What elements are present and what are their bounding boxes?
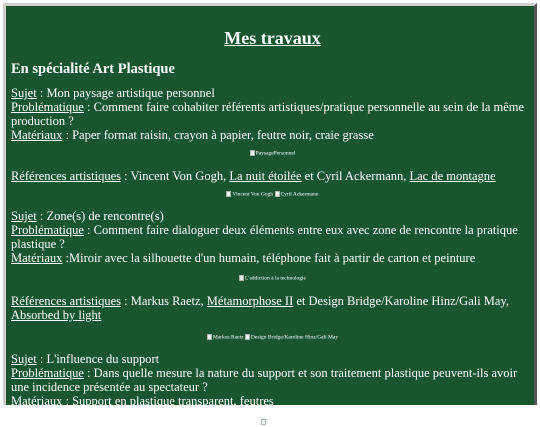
work-2-problematique-line [11, 223, 534, 251]
section-title: En spécialité Art Plastique [11, 61, 175, 77]
work-3-materiaux-line [11, 394, 534, 408]
work-2-image-alt: L'addiction à la technologie [244, 275, 306, 282]
separator: : [36, 208, 47, 223]
broken-image-icon [261, 419, 266, 425]
separator: : [62, 250, 69, 265]
work-2-problematique: Comment faire dialoguer deux éléments entre eux avec zone de rencontre la pratique plastique ? [11, 222, 518, 251]
references-label: Références artistiques [11, 293, 122, 308]
work-2-refs-mid: et Design Bridge/Karoline Hinz/Gali May, [293, 293, 510, 308]
ref-image-von-gogh[interactable] [226, 191, 273, 198]
materiaux-label: Matériaux [11, 250, 63, 265]
separator: : [83, 365, 94, 380]
work-2-image-row [11, 275, 534, 283]
work-3-problematique-line [11, 366, 534, 394]
ref-image-design-bridge[interactable] [245, 334, 338, 341]
work-2-references [11, 294, 534, 322]
separator: : [83, 100, 94, 114]
work-1-materiaux-line [11, 128, 534, 142]
separator: : [36, 351, 47, 366]
separator: : [36, 86, 47, 100]
broken-image-icon [275, 191, 280, 197]
work-1-image[interactable] [250, 150, 296, 157]
separator: : [121, 293, 131, 308]
ref-image-raetz-alt: Markus Raetz [212, 333, 244, 340]
page-frame [3, 3, 537, 425]
work-2-materiaux-line [11, 251, 534, 265]
work-3-image[interactable] [261, 419, 284, 426]
work-3-image-row [11, 419, 534, 427]
ref-image-ackermann-alt: Cyril Ackermann [280, 191, 319, 198]
work-2-details [11, 209, 534, 265]
work-2-materiaux: Miroir avec la silhouette d'un humain, téléphone fait à partir de carton et peinture [68, 250, 476, 265]
work-3-sujet-line [11, 352, 534, 366]
materiaux-label: Matériaux [11, 128, 63, 142]
work-3-details [11, 352, 534, 408]
work-2-sujet-line [11, 209, 534, 223]
sujet-label: Sujet [11, 351, 37, 366]
sujet-label: Sujet [11, 86, 37, 100]
link-absorbed-by-light[interactable]: Absorbed by light [11, 307, 102, 322]
ref-image-raetz[interactable] [207, 334, 244, 341]
separator: : [83, 222, 94, 237]
broken-image-icon [239, 275, 244, 281]
problematique-label: Problématique [11, 100, 84, 114]
ref-image-design-bridge-alt: Design Bridge/Karoline Hinz/Gali May [250, 333, 339, 340]
separator: : [62, 128, 73, 142]
page-content [6, 27, 534, 427]
ref-image-von-gogh-alt: Vincent Von Gogh [232, 191, 274, 198]
problematique-label: Problématique [11, 365, 84, 380]
work-1-references [11, 169, 534, 183]
work-1-problematique-line [11, 100, 534, 128]
work-2-refs-prefix: Markus Raetz, [130, 293, 207, 308]
page-title: Mes travaux [224, 28, 321, 48]
work-1-details [11, 86, 534, 142]
broken-image-icon [245, 334, 250, 340]
work-1-materiaux: Paper format raisin, crayon à papier, feutre noir, craie grasse [72, 128, 374, 142]
work-3-sujet: L'influence du support [46, 351, 160, 366]
work-1-problematique: Comment faire cohabiter référents artistiques/pratique personnelle au sein de la même production ? [11, 100, 525, 128]
ref-image-ackermann[interactable] [275, 191, 319, 198]
link-lac-de-montagne[interactable]: Lac de montagne [409, 168, 496, 183]
work-3-image-alt: Support [266, 418, 285, 425]
work-2-sujet: Zone(s) de rencontre(s) [46, 208, 164, 223]
broken-image-icon [207, 334, 212, 340]
references-label: Références artistiques [11, 168, 122, 183]
materiaux-label: Matériaux [11, 393, 63, 408]
work-3-problematique: Dans quelle mesure la nature du support et son traitement plastique peuvent-ils avoir une incidence présentée au spectateur ? [11, 365, 518, 394]
work-1-image-alt: PaysagePersonnel [255, 150, 296, 157]
work-2-image[interactable] [239, 275, 306, 282]
sujet-label: Sujet [11, 208, 37, 223]
separator: : [121, 168, 131, 183]
work-1-image-row [11, 150, 534, 158]
problematique-label: Problématique [11, 222, 84, 237]
work-1-refs-prefix: Vincent Von Gogh, [130, 168, 230, 183]
link-metamorphose-ii[interactable]: Métamorphose II [206, 293, 294, 308]
broken-image-icon [250, 150, 255, 156]
link-la-nuit-etoilee[interactable]: La nuit étoilée [229, 168, 302, 183]
broken-image-icon [226, 191, 231, 197]
work-2-ref-images-row [11, 334, 534, 342]
work-1-sujet: Mon paysage artistique personnel [46, 86, 215, 100]
work-1-refs-mid: et Cyril Ackermann, [301, 168, 410, 183]
work-3-materiaux: Support en plastique transparent, feutres [72, 393, 274, 408]
separator: : [62, 393, 73, 408]
work-1-sujet-line [11, 86, 534, 100]
work-1-ref-images-row [11, 191, 534, 199]
